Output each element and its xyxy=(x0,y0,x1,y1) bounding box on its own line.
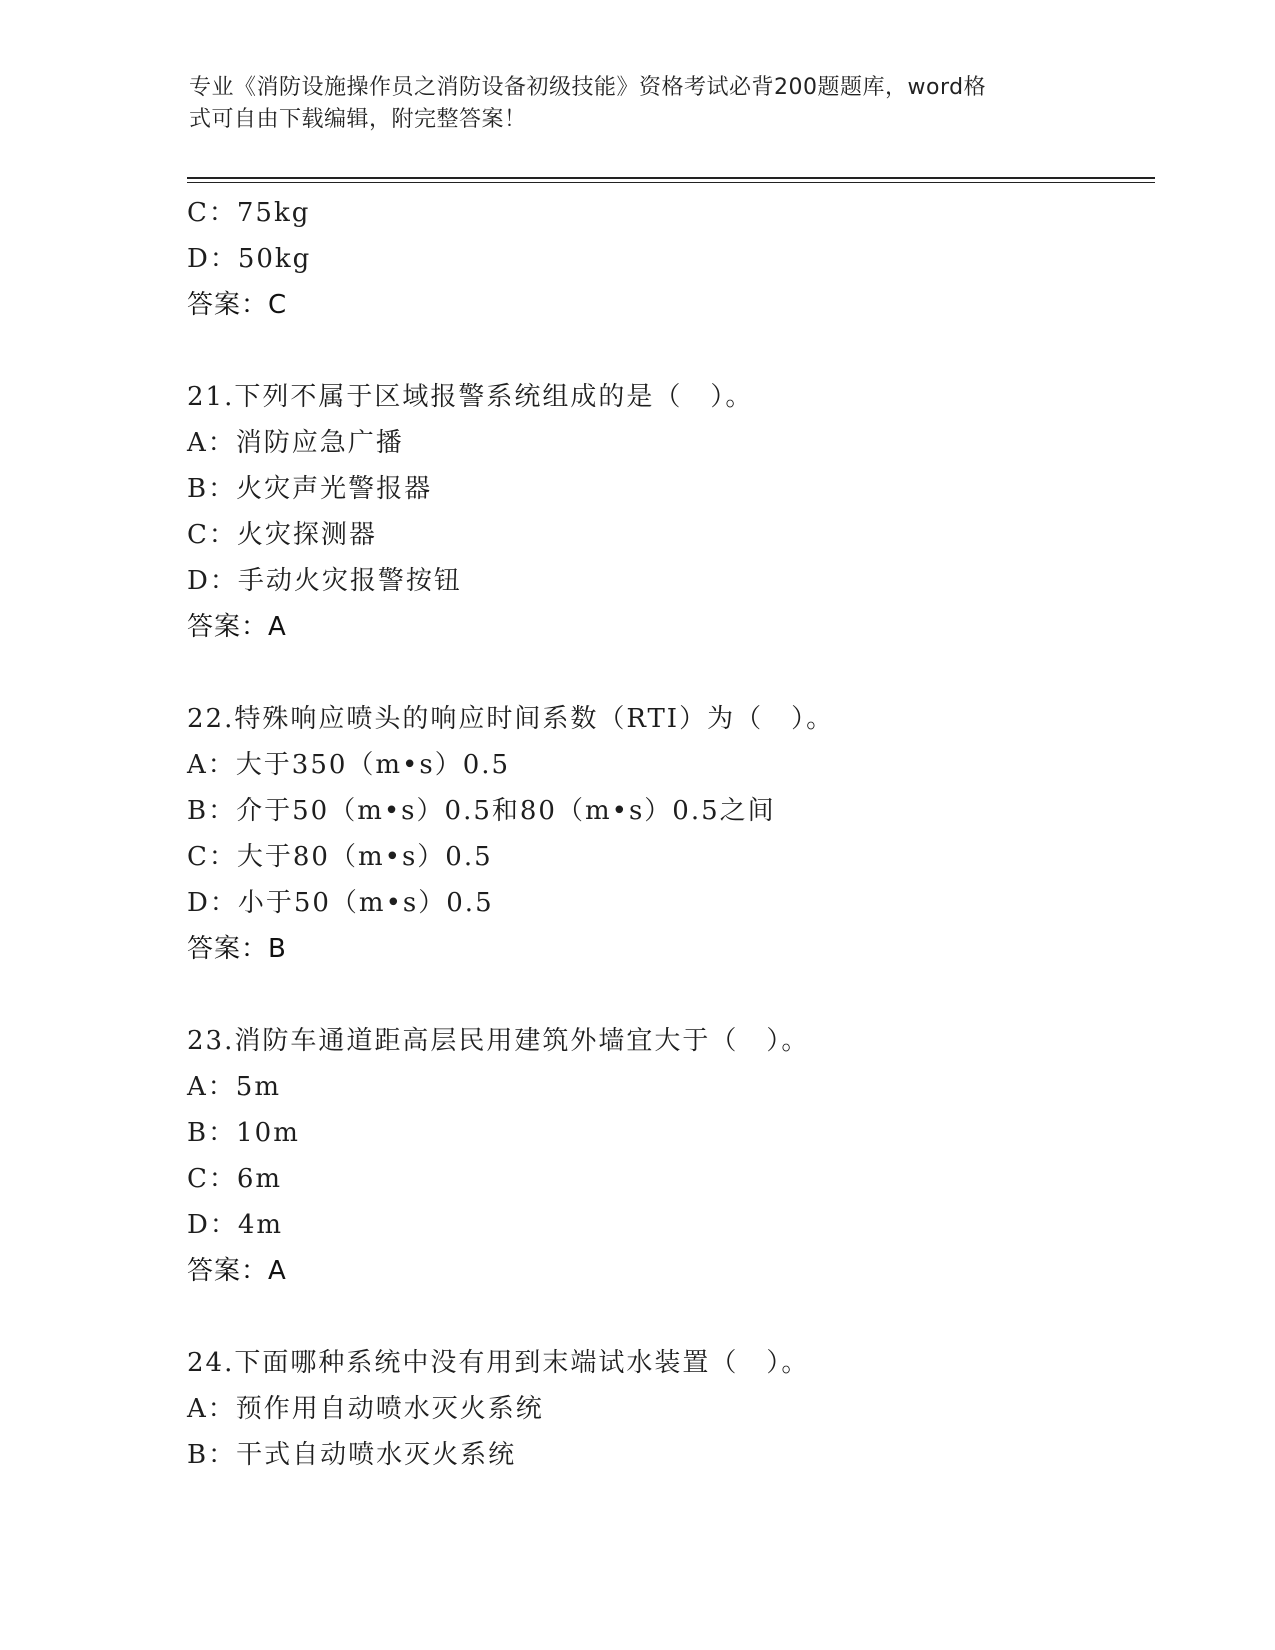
question-23: 23.消防车通道距高层民用建筑外墙宜大于（ ）。 xyxy=(187,1026,810,1056)
option-b: B：介于50（m•s）0.5和80（m•s）0.5之间 xyxy=(187,796,776,826)
option-a: A：大于350（m•s）0.5 xyxy=(187,750,511,780)
option-d: D：小于50（m•s）0.5 xyxy=(187,888,494,918)
option-d: D：手动火灾报警按钮 xyxy=(187,566,462,596)
question-22: 22.特殊响应喷头的响应时间系数（RTI）为（ ）。 xyxy=(187,704,835,734)
option-d: D：4m xyxy=(187,1210,284,1240)
option-c: C：火灾探测器 xyxy=(187,520,377,550)
answer: 答案：B xyxy=(187,934,287,964)
header-divider-thick xyxy=(187,177,1155,179)
option-a: A：5m xyxy=(187,1072,281,1102)
question-21: 21.下列不属于区域报警系统组成的是（ ）。 xyxy=(187,382,754,412)
option-c: C：大于80（m•s）0.5 xyxy=(187,842,493,872)
option-d: D：50kg xyxy=(187,244,312,274)
spacer xyxy=(187,328,1155,374)
answer: 答案：A xyxy=(187,1256,287,1286)
header-line-2: 式可自由下载编辑，附完整答案！ xyxy=(189,107,527,132)
header-line-1: 专业《消防设施操作员之消防设备初级技能》资格考试必背200题题库，word格 xyxy=(189,75,987,100)
option-b: B：火灾声光警报器 xyxy=(187,474,433,504)
question-24: 24.下面哪种系统中没有用到末端试水装置（ ）。 xyxy=(187,1348,810,1378)
answer: 答案：A xyxy=(187,612,287,642)
spacer xyxy=(187,650,1155,696)
option-c: C：75kg xyxy=(187,198,311,228)
option-c: C：6m xyxy=(187,1164,283,1194)
header-divider-thin xyxy=(187,182,1155,183)
answer: 答案：C xyxy=(187,290,288,320)
option-b: B：10m xyxy=(187,1118,300,1148)
document-header xyxy=(189,72,1069,136)
document-body xyxy=(187,190,1155,1478)
option-a: A：预作用自动喷水灭火系统 xyxy=(187,1394,544,1424)
spacer xyxy=(187,972,1155,1018)
spacer xyxy=(187,1294,1155,1340)
option-b: B：干式自动喷水灭火系统 xyxy=(187,1440,517,1470)
option-a: A：消防应急广播 xyxy=(187,428,404,458)
